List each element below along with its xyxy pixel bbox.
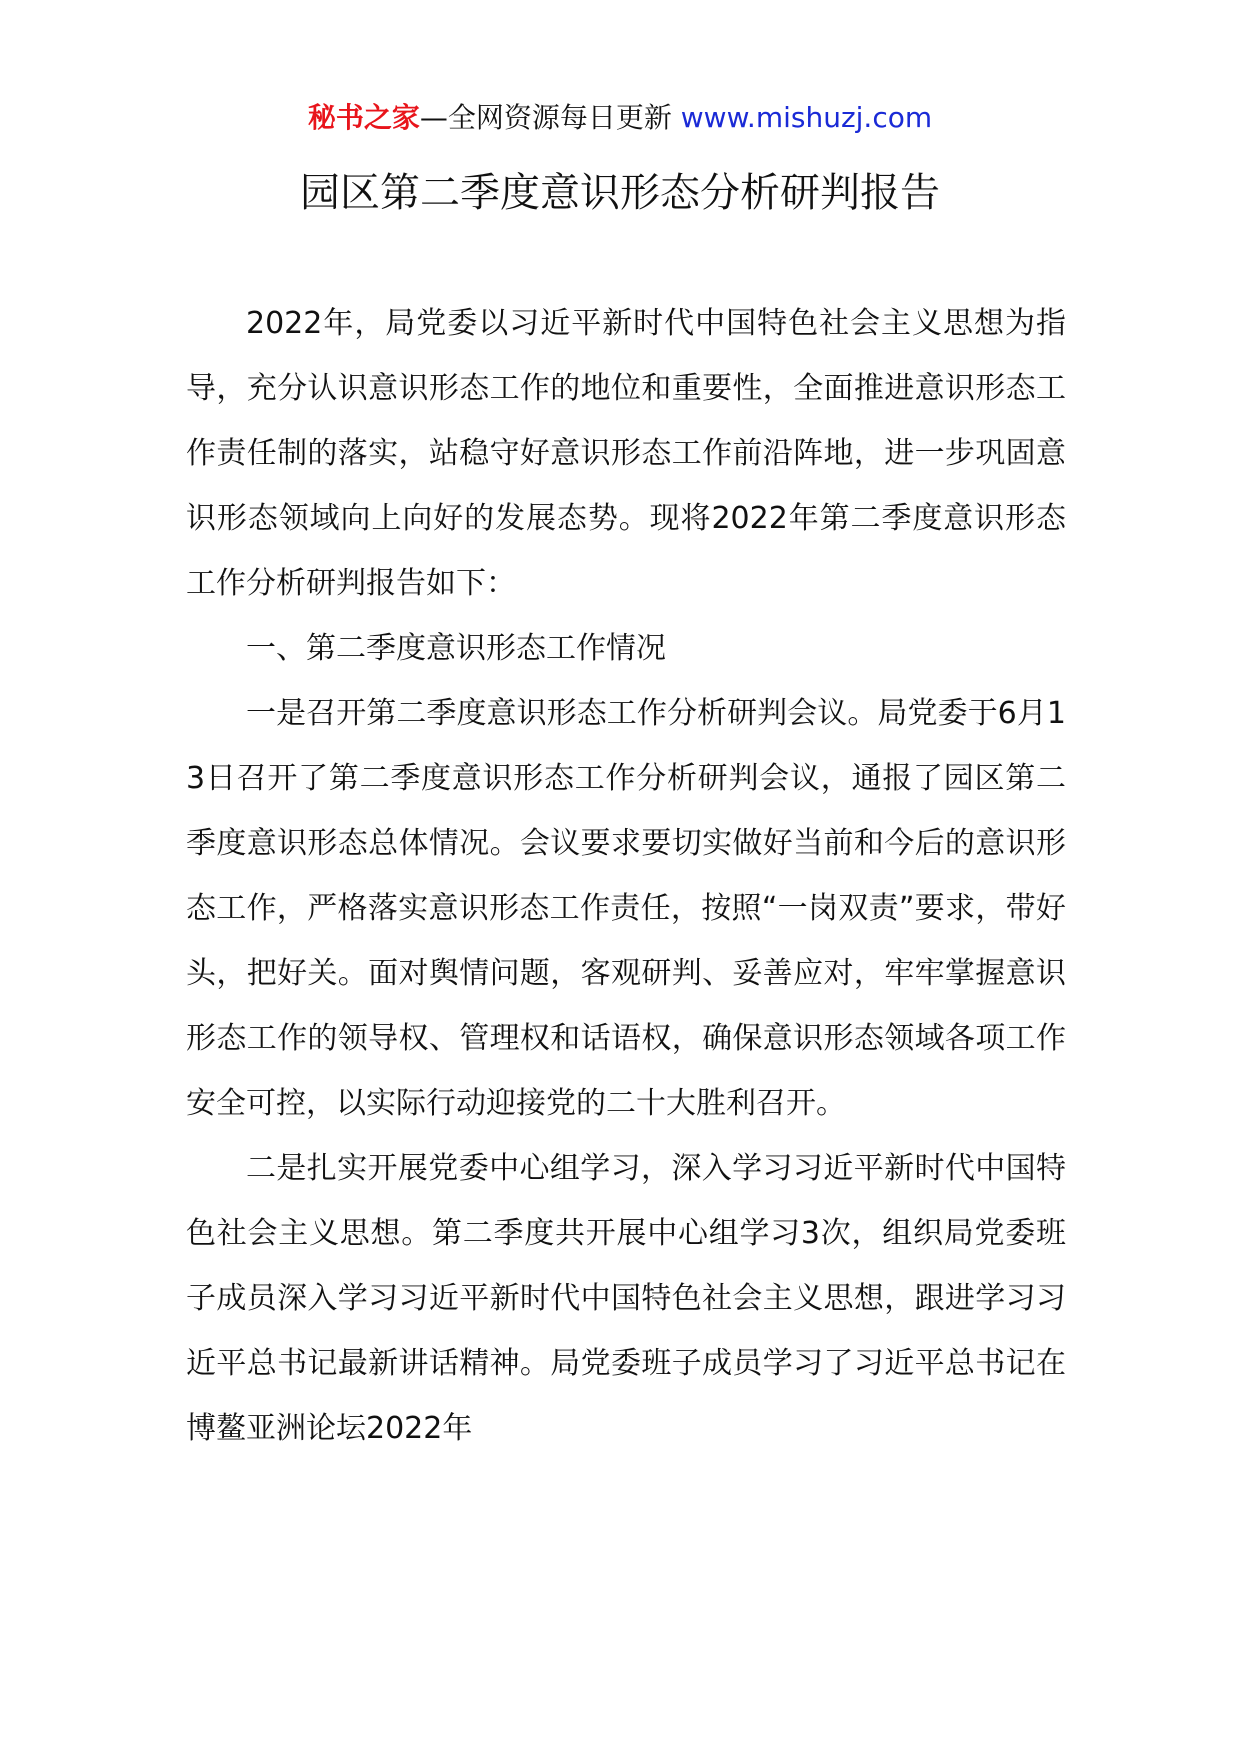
site-tagline: —全网资源每日更新 (419, 101, 681, 134)
brand-name: 秘书之家 (307, 101, 420, 134)
document-title: 园区第二季度意识形态分析研判报告 (300, 170, 940, 216)
site-url[interactable]: www.mishuzj.com (680, 101, 933, 134)
section-heading-1: 一、第二季度意识形态工作情况 (246, 631, 666, 666)
paragraph-meeting: 一是召开第二季度意识形态工作分析研判会议。局党委于6月13日召开了第二季度意识形态工作分析研判会议，通报了园区第二季度意识形态总体情况。会议要求要切实做好当前和今后的意识形态工作，严格落实意识形态工作责任，按照“一岗双责”要求，带好头，把好关。面对舆情问题，客观研判、妥善应对，牢牢掌握意识形态工作的领导权、管理权和话语权，确保意识形态领域各项工作安全可控，以实际行动迎接党的二十大胜利召开。 (186, 696, 1066, 1121)
paragraph-intro: 2022年，局党委以习近平新时代中国特色社会主义思想为指导，充分认识意识形态工作的地位和重要性，全面推进意识形态工作责任制的落实，站稳守好意识形态工作前沿阵地，进一步巩固意识形态领域向上向好的发展态势。现将2022年第二季度意识形态工作分析研判报告如下： (186, 306, 1066, 601)
site-header (0, 98, 1240, 138)
document-body (186, 291, 1066, 1461)
paragraph-study: 二是扎实开展党委中心组学习，深入学习习近平新时代中国特色社会主义思想。第二季度共开展中心组学习3次，组织局党委班子成员深入学习习近平新时代中国特色社会主义思想，跟进学习习近平总书记最新讲话精神。局党委班子成员学习了习近平总书记在博鳌亚洲论坛2022年 (186, 1151, 1066, 1446)
